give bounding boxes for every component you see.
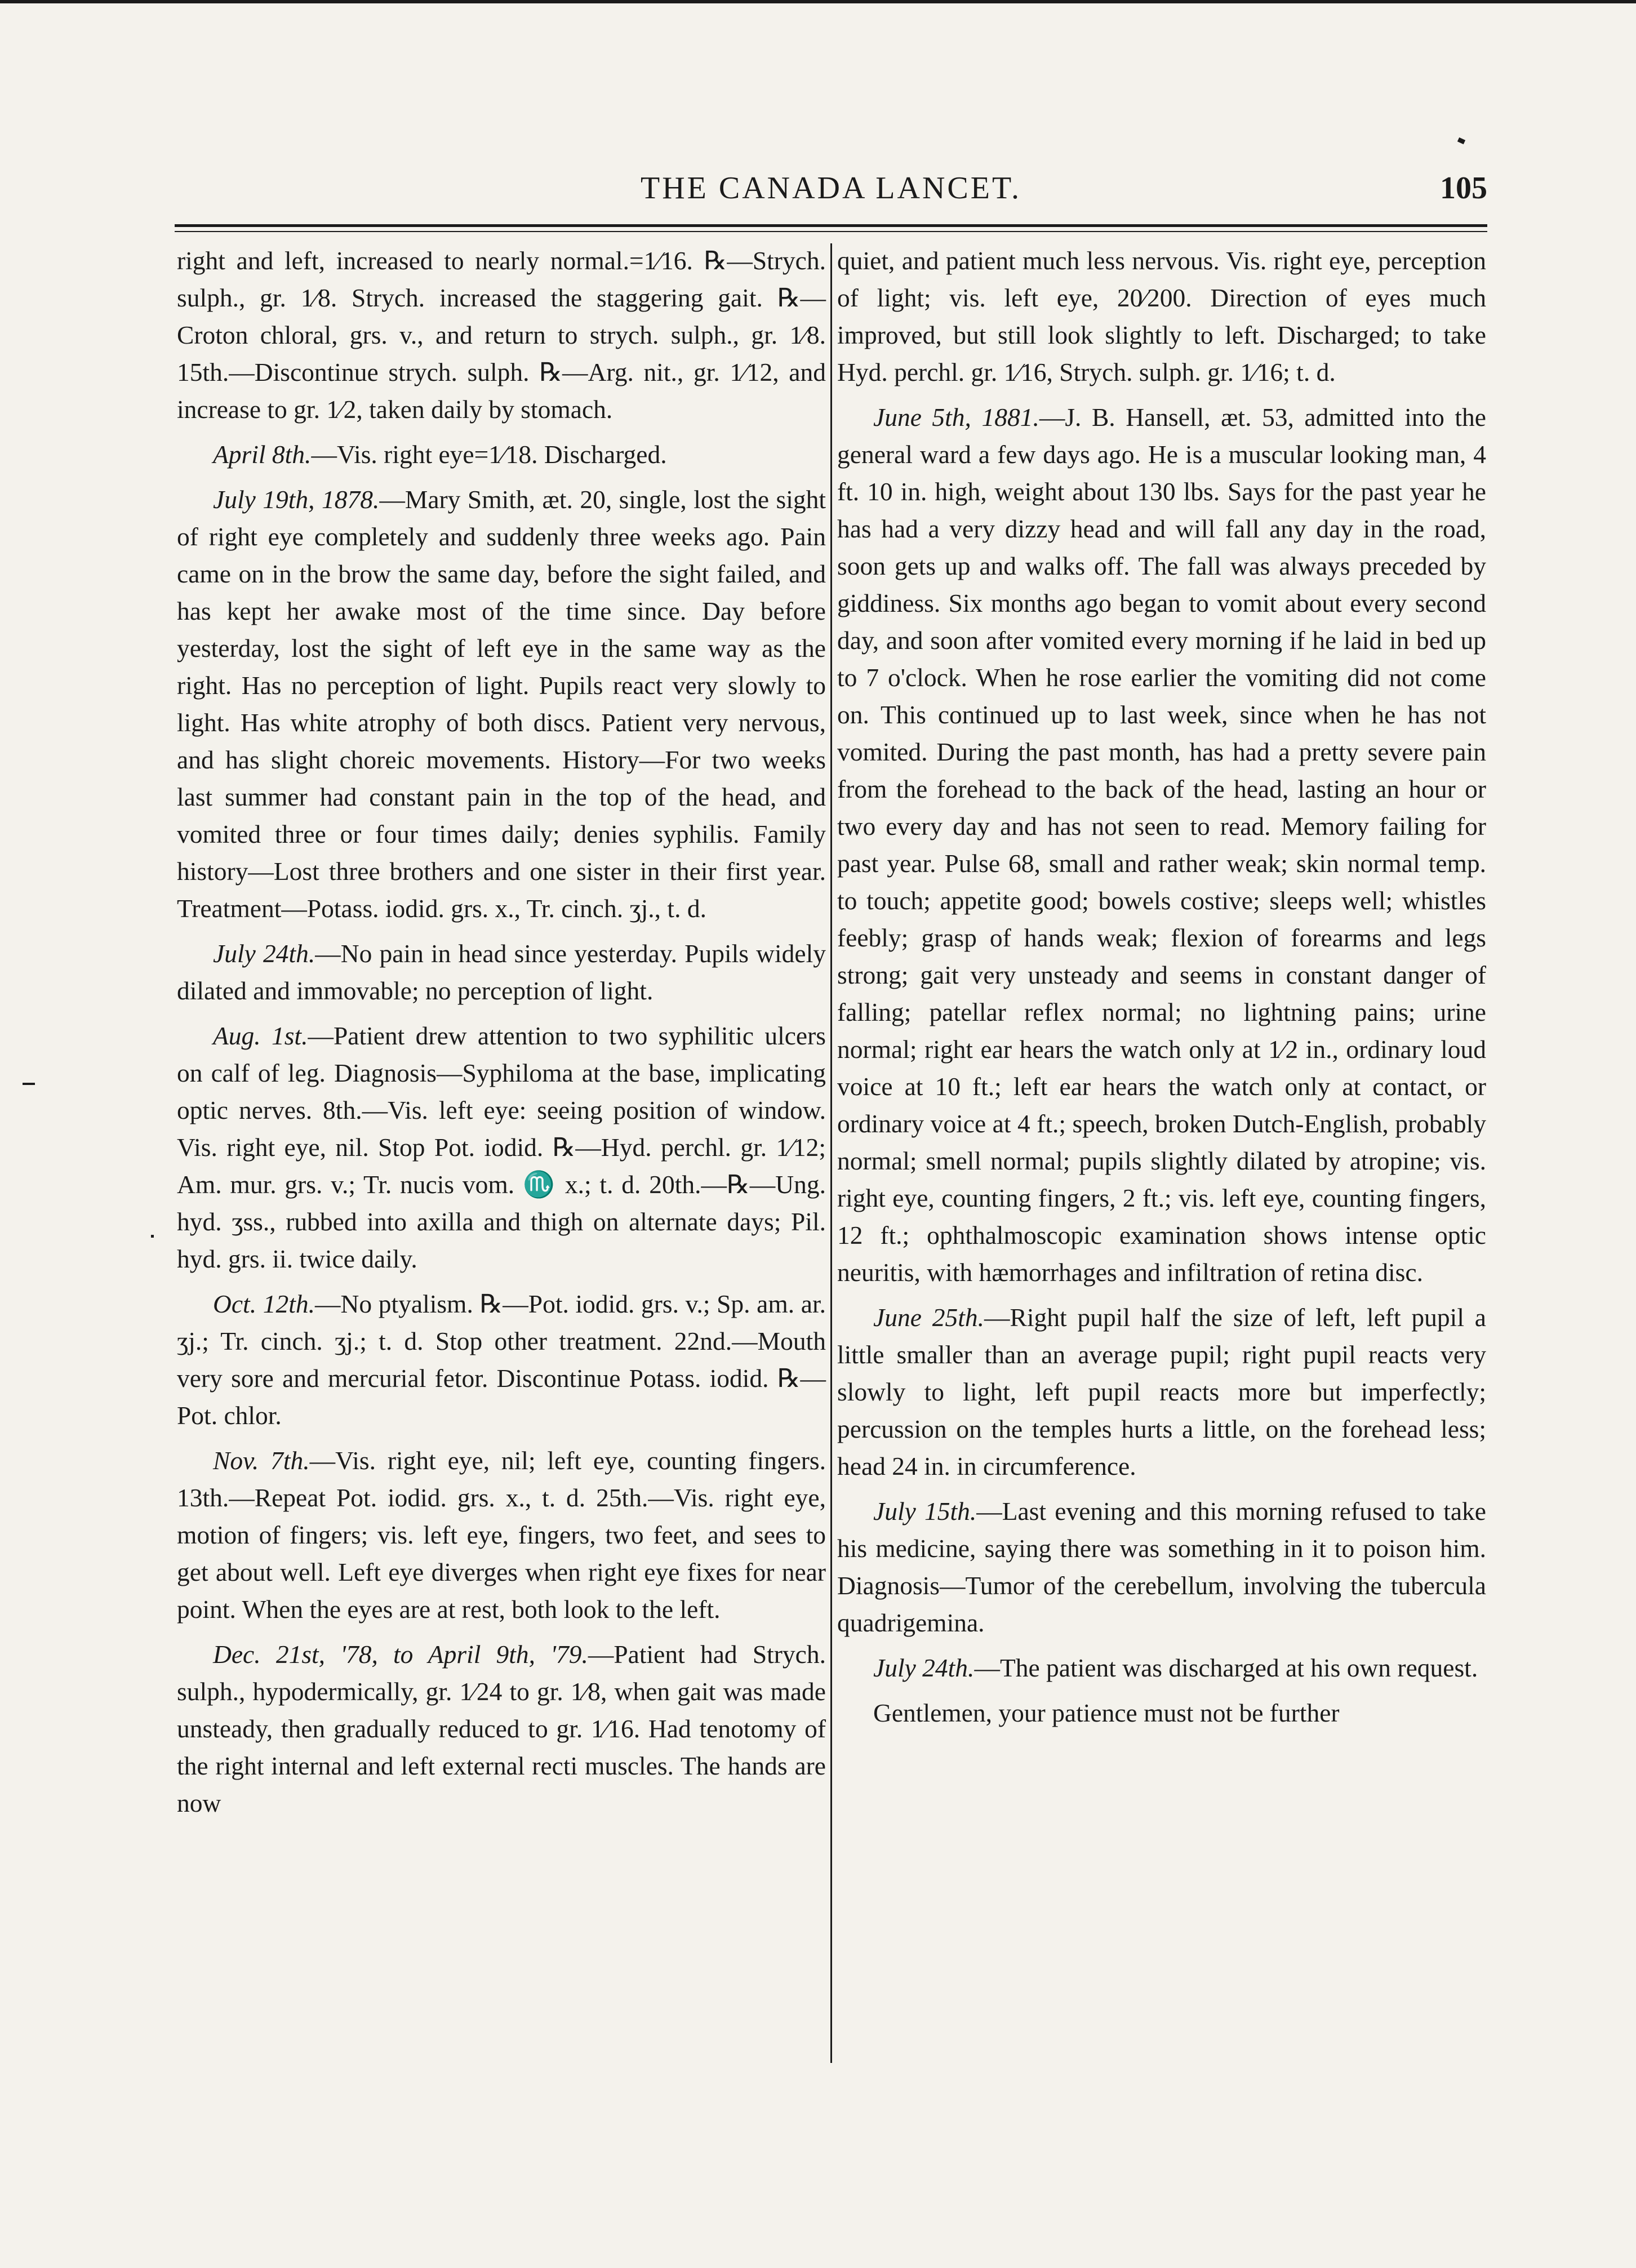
header-rule-thin: [175, 231, 1487, 232]
entry-date: June 25th.: [873, 1303, 984, 1332]
left-column: [177, 242, 826, 1830]
page-mark: [1457, 137, 1465, 144]
paragraph: [837, 1493, 1486, 1642]
paragraph: [177, 436, 826, 473]
entry-text: —The patient was discharged at his own request.: [974, 1653, 1478, 1682]
entry-date: June 5th, 1881.: [873, 403, 1039, 432]
entry-text: —Last evening and this morning refused to take his medicine, saying there was something in it to poison him. Diagnosis—Tumor of the cerebellum, involving the tubercula quadrigemina.: [837, 1497, 1486, 1637]
paragraph: [177, 1442, 826, 1628]
running-header: [175, 170, 1487, 215]
entry-text: —No pain in head since yesterday. Pupils widely dilated and immovable; no perception of light.: [177, 939, 826, 1005]
entry-text: —Patient had Strych. sulph., hypodermically, gr. 1⁄24 to gr. 1⁄8, when gait was made unsteady, then gradually reduced to gr. 1⁄16. Had tenotomy of the right internal and left external recti muscles. The hands are now: [177, 1640, 826, 1817]
entry-date: Aug. 1st.: [213, 1021, 308, 1050]
page-mark: [23, 1083, 35, 1085]
entry-text: —Vis. right eye, nil; left eye, counting fingers. 13th.—Repeat Pot. iodid. grs. x., t. d. 25th.—Vis. right eye, motion of fingers; vis. left eye, fingers, two feet, and sees to get about well. Left eye diverges when right eye fixes for near point. When the eyes are at rest, both look to the left.: [177, 1446, 826, 1624]
entry-text: Gentlemen, your patience must not be further: [873, 1698, 1340, 1727]
paragraph: [837, 399, 1486, 1291]
page-number: 105: [1440, 171, 1487, 206]
column-divider: [830, 243, 832, 2063]
paragraph: [177, 1636, 826, 1822]
paragraph: [837, 1695, 1486, 1732]
paragraph: [837, 1649, 1486, 1687]
entry-text: quiet, and patient much less nervous. Vis. right eye, perception of light; vis. left eye, 20⁄200. Direction of eyes much improved, but still look slightly to left. Discharged; to take Hyd. perchl. gr. 1⁄16, Strych. sulph. gr. 1⁄16; t. d.: [837, 246, 1486, 386]
top-edge-rule: [0, 0, 1636, 3]
entry-date: April 8th.: [213, 440, 312, 469]
paragraph: [177, 242, 826, 428]
entry-text: —Vis. right eye=1⁄18. Discharged.: [311, 440, 667, 469]
right-column: [837, 242, 1486, 1740]
entry-date: July 19th, 1878.: [213, 485, 380, 514]
entry-date: July 24th.: [213, 939, 315, 968]
paragraph: [177, 1017, 826, 1278]
entry-date: July 24th.: [873, 1653, 975, 1682]
entry-date: Dec. 21st, '78, to April 9th, '79.: [213, 1640, 588, 1669]
paragraph: [837, 1299, 1486, 1485]
entry-text: —J. B. Hansell, æt. 53, admitted into the general ward a few days ago. He is a muscular looking man, 4 ft. 10 in. high, weight about 130 lbs. Says for the past year he has had a very dizzy head and will fall any day in the road, soon gets up and walks off. The fall was always preceded by giddiness. Six months ago began to vomit about every second day, and soon after vomited every morning if he laid in bed up to 7 o'clock. When he rose earlier the vomiting did not come on. This continued up to last week, since when he has not vomited. During the past month, has had a pretty severe pain from the forehead to the back of the head, lasting an hour or two every day and has not seen to read. Memory failing for past year. Pulse 68, small and rather weak; skin normal temp. to touch; appetite good; bowels costive; sleeps well; whistles feebly; grasp of hands weak; flexion of forearms and legs strong; gait very unsteady and seems in constant danger of falling; patellar reflex normal; no lightning pains; urine normal; right ear hears the watch only at 1⁄2 in., ordinary loud voice at 10 ft.; left ear hears the watch only at contact, or ordinary voice at 4 ft.; speech, broken Dutch-English, probably normal; smell normal; pupils slightly dilated by atropine; vis. right eye, counting fingers, 2 ft.; vis. left eye, counting fingers, 12 ft.; ophthalmoscopic examination shows intense optic neuritis, with hæmorrhages and infiltration of retina disc.: [837, 403, 1486, 1287]
entry-date: Oct. 12th.: [213, 1289, 315, 1318]
paragraph: [177, 481, 826, 927]
entry-text: —Right pupil half the size of left, left pupil a little smaller than an average pupil; right pupil reacts very slowly to light, left pupil reacts more but imperfectly; percussion on the temples hurts a little, on the forehead less; head 24 in. in circumference.: [837, 1303, 1486, 1480]
entry-text: right and left, increased to nearly normal.=1⁄16. ℞—Strych. sulph., gr. 1⁄8. Strych. increased the staggering gait. ℞—Croton chloral, grs. v., and return to strych. sulph., gr. 1⁄8. 15th.—Discontinue strych. sulph. ℞—Arg. nit., gr. 1⁄12, and increase to gr. 1⁄2, taken daily by stomach.: [177, 246, 826, 424]
entry-text: —Patient drew attention to two syphilitic ulcers on calf of leg. Diagnosis—Syphiloma at the base, implicating optic nerves. 8th.—Vis. left eye: seeing position of window. Vis. right eye, nil. Stop Pot. iodid. ℞—Hyd. perchl. gr. 1⁄12; Am. mur. grs. v.; Tr. nucis vom. ♏ x.; t. d. 20th.—℞—Ung. hyd. ʒss., rubbed into axilla and thigh on alternate days; Pil. hyd. grs. ii. twice daily.: [177, 1021, 826, 1273]
page-mark: [151, 1235, 154, 1238]
entry-date: July 15th.: [873, 1497, 977, 1526]
paragraph: [177, 1286, 826, 1434]
journal-title: THE CANADA LANCET.: [640, 171, 1022, 206]
entry-text: —Mary Smith, æt. 20, single, lost the sight of right eye completely and suddenly three weeks ago. Pain came on in the brow the same day, before the sight failed, and has kept her awake most of the time since. Day before yesterday, lost the sight of left eye in the same way as the right. Has no perception of light. Pupils react very slowly to light. Has white atrophy of both discs. Patient very nervous, and has slight choreic movements. History—For two weeks last summer had constant pain in the top of the head, and vomited three or four times daily; denies syphilis. Family history—Lost three brothers and one sister in their first year. Treatment—Potass. iodid. grs. x., Tr. cinch. ʒj., t. d.: [177, 485, 826, 923]
entry-date: Nov. 7th.: [213, 1446, 310, 1475]
paragraph: [177, 935, 826, 1010]
header-rule-thick: [175, 224, 1487, 227]
paragraph: [837, 242, 1486, 391]
entry-text: —No ptyalism. ℞—Pot. iodid. grs. v.; Sp. am. ar. ʒj.; Tr. cinch. ʒj.; t. d. Stop other treatment. 22nd.—Mouth very sore and mercurial fetor. Discontinue Potass. iodid. ℞—Pot. chlor.: [177, 1289, 826, 1430]
